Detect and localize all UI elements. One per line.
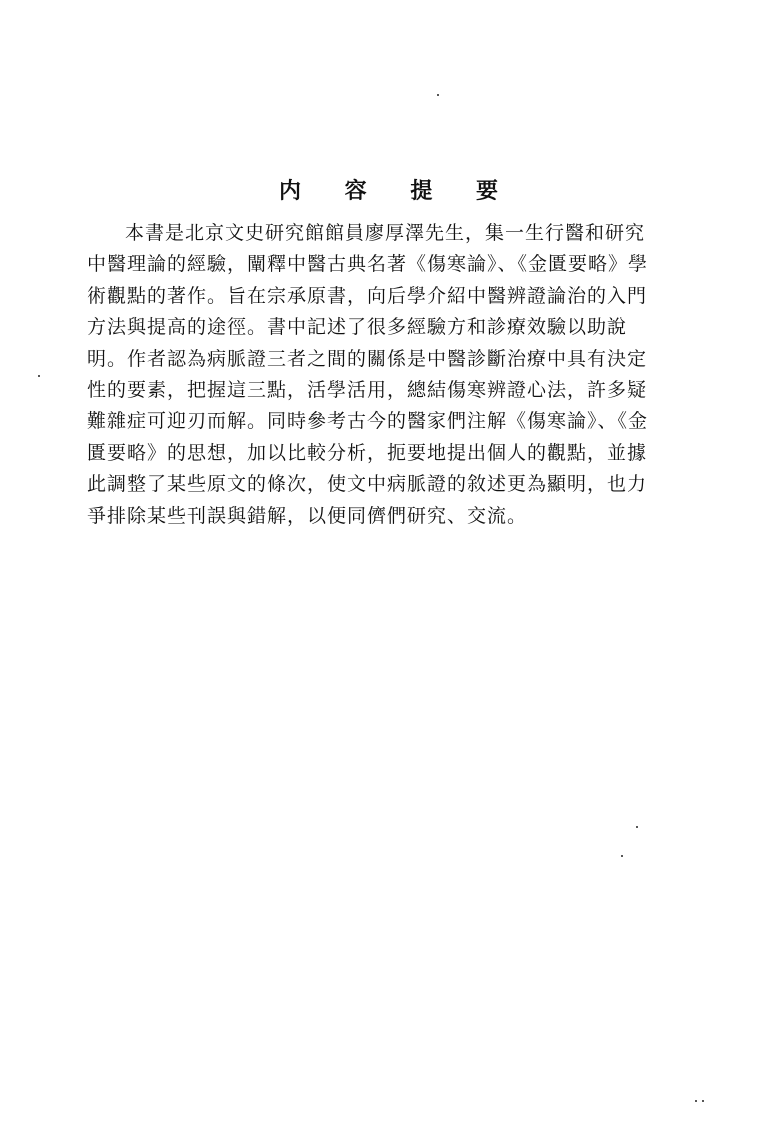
page-title: 内 容 提 要 (279, 179, 516, 204)
paragraph-line: 難雜症可迎刃而解。同時參考古今的醫家們注解《傷寒論》、《金 (87, 410, 649, 433)
paragraph-line: 中醫理論的經驗，闡釋中醫古典名著《傷寒論》、《金匱要略》學 (87, 253, 649, 276)
scan-speck (636, 826, 638, 828)
scan-speck (437, 94, 439, 96)
paragraph-line: 明。作者認為病脈證三者之間的關係是中醫診斷治療中具有決定 (87, 347, 648, 370)
paragraph-line: 性的要素，把握這三點，活學活用，總結傷寒辨證心法，許多疑 (87, 379, 648, 402)
paragraph-line: 匱要略》的思想，加以比較分析，扼要地提出個人的觀點，並據 (87, 441, 648, 464)
paragraph-line: 本書是北京文史研究館館員廖厚澤先生，集一生行醫和研究 (125, 222, 646, 244)
scan-speck (695, 1100, 697, 1102)
scan-speck (38, 375, 40, 377)
paragraph-line: 術觀點的著作。旨在宗承原書，向后學介紹中醫辨證論治的入門 (87, 284, 648, 307)
paragraph-line: 爭排除某些刊誤與錯解，以便同儕們研究、交流。 (87, 504, 528, 527)
scan-speck (702, 1100, 704, 1102)
scan-speck (621, 855, 623, 857)
summary-paragraph (87, 218, 663, 532)
paragraph-line: 方法與提高的途徑。書中記述了很多經驗方和診療效驗以助說 (87, 316, 628, 339)
paragraph-line: 此調整了某些原文的條次，使文中病脈證的敘述更為顯明，也力 (87, 473, 648, 496)
